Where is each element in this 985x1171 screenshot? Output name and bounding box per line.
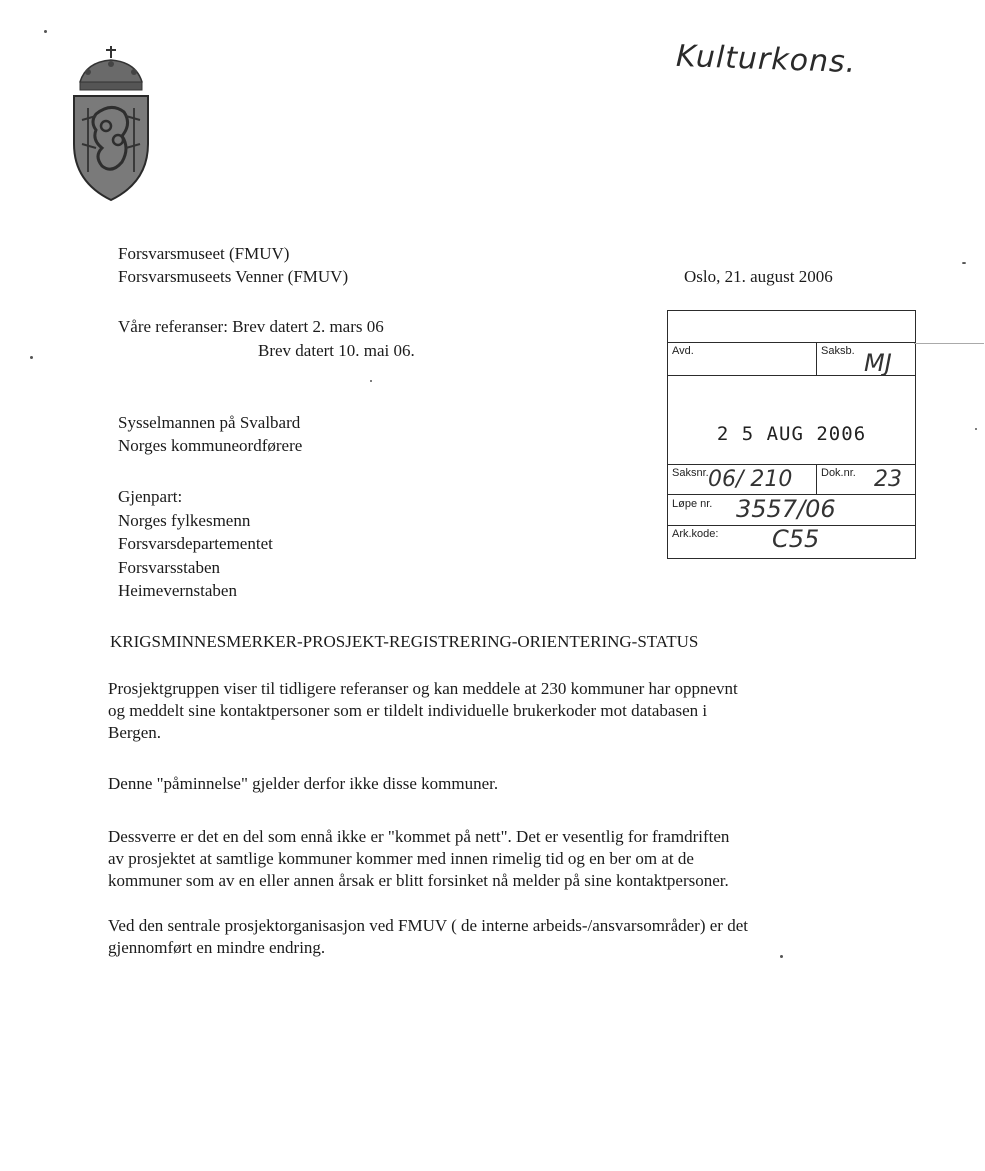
body-p1-line-1: Prosjektgruppen viser til tidligere referanser og kan meddele at 230 kommuner har oppnevnt	[108, 679, 738, 698]
body-p3-line-3: kommuner som av en eller annen årsak er blitt forsinket nå melder på sine kontaktpersoner.	[108, 871, 729, 890]
body-p1-line-2: og meddelt sine kontaktpersoner som er tildelt individuelle brukerkoder mot databasen i	[108, 701, 708, 720]
copy-item-3: Forsvarsstaben	[118, 558, 220, 577]
body-p4-line-2: gjennomført en mindre endring.	[108, 938, 326, 957]
stamp-saksb-value: MJ	[864, 349, 892, 377]
scan-speck	[975, 428, 977, 430]
body-p2-line-1: Denne "påminnelse" gjelder derfor ikke disse kommuner.	[108, 774, 499, 793]
copies-label: Gjenpart:	[118, 487, 183, 506]
references-line-2: Brev datert 10. mai 06.	[258, 341, 415, 360]
handwritten-note: Kulturkons.	[675, 38, 857, 81]
copy-item-4: Heimevernstaben	[118, 581, 237, 600]
scan-speck	[780, 955, 783, 958]
stamp-doknr-label: Dok.nr.	[821, 467, 856, 479]
sender-line-1: Forsvarsmuseet (FMUV)	[118, 244, 290, 263]
coat-of-arms-logo	[66, 44, 156, 202]
scan-speck	[962, 262, 966, 264]
copy-item-1: Norges fylkesmenn	[118, 511, 251, 530]
place-date: Oslo, 21. august 2006	[684, 267, 833, 286]
body-paragraph-4	[108, 915, 920, 959]
stamp-arkkode-value: C55	[772, 525, 820, 553]
recipient-2: Norges kommuneordførere	[118, 436, 303, 455]
stamp-saksb-label: Saksb.	[821, 345, 855, 357]
scan-speck	[370, 380, 372, 382]
sender-line-2: Forsvarsmuseets Venner (FMUV)	[118, 267, 349, 286]
stamp-date: 2 5 AUG 2006	[716, 423, 867, 445]
copy-item-2: Forsvarsdepartementet	[118, 534, 273, 553]
stamp-arkkode-label: Ark.kode:	[672, 528, 719, 540]
stamp-lopenr-label: Løpe nr.	[672, 498, 713, 510]
body-p4-line-1: Ved den sentrale prosjektorganisasjon ved FMUV ( de interne arbeids-/ansvarsområder) er det	[108, 916, 748, 935]
stamp-saksnr-label: Saksnr.	[672, 467, 709, 479]
scan-speck	[30, 356, 33, 359]
body-p3-line-2: av prosjektet at samtlige kommuner kommer med innen rimelig tid og en ber om at de	[108, 849, 694, 868]
references-line-1: Våre referanser: Brev datert 2. mars 06	[118, 317, 384, 336]
body-paragraph-1	[108, 678, 920, 744]
subject-heading: KRIGSMINNESMERKER-PROSJEKT-REGISTRERING-ORIENTERING-STATUS	[110, 632, 699, 651]
body-paragraph-2	[108, 773, 920, 795]
stamp-saksnr-value: 06/ 210	[708, 467, 793, 492]
stamp-doknr-value: 23	[874, 467, 902, 492]
body-p3-line-1: Dessverre er det en del som ennå ikke er "kommet på nett". Det er vesentlig for framdriften	[108, 827, 730, 846]
scan-artifact-line	[914, 343, 984, 344]
stamp-avd-label: Avd.	[672, 345, 694, 357]
stamp-lopenr-value: 3557/06	[736, 495, 836, 523]
scan-speck	[44, 30, 47, 33]
received-stamp	[667, 310, 916, 559]
body-paragraph-3	[108, 826, 920, 892]
body-p1-line-3: Bergen.	[108, 723, 162, 742]
recipient-1: Sysselmannen på Svalbard	[118, 413, 301, 432]
